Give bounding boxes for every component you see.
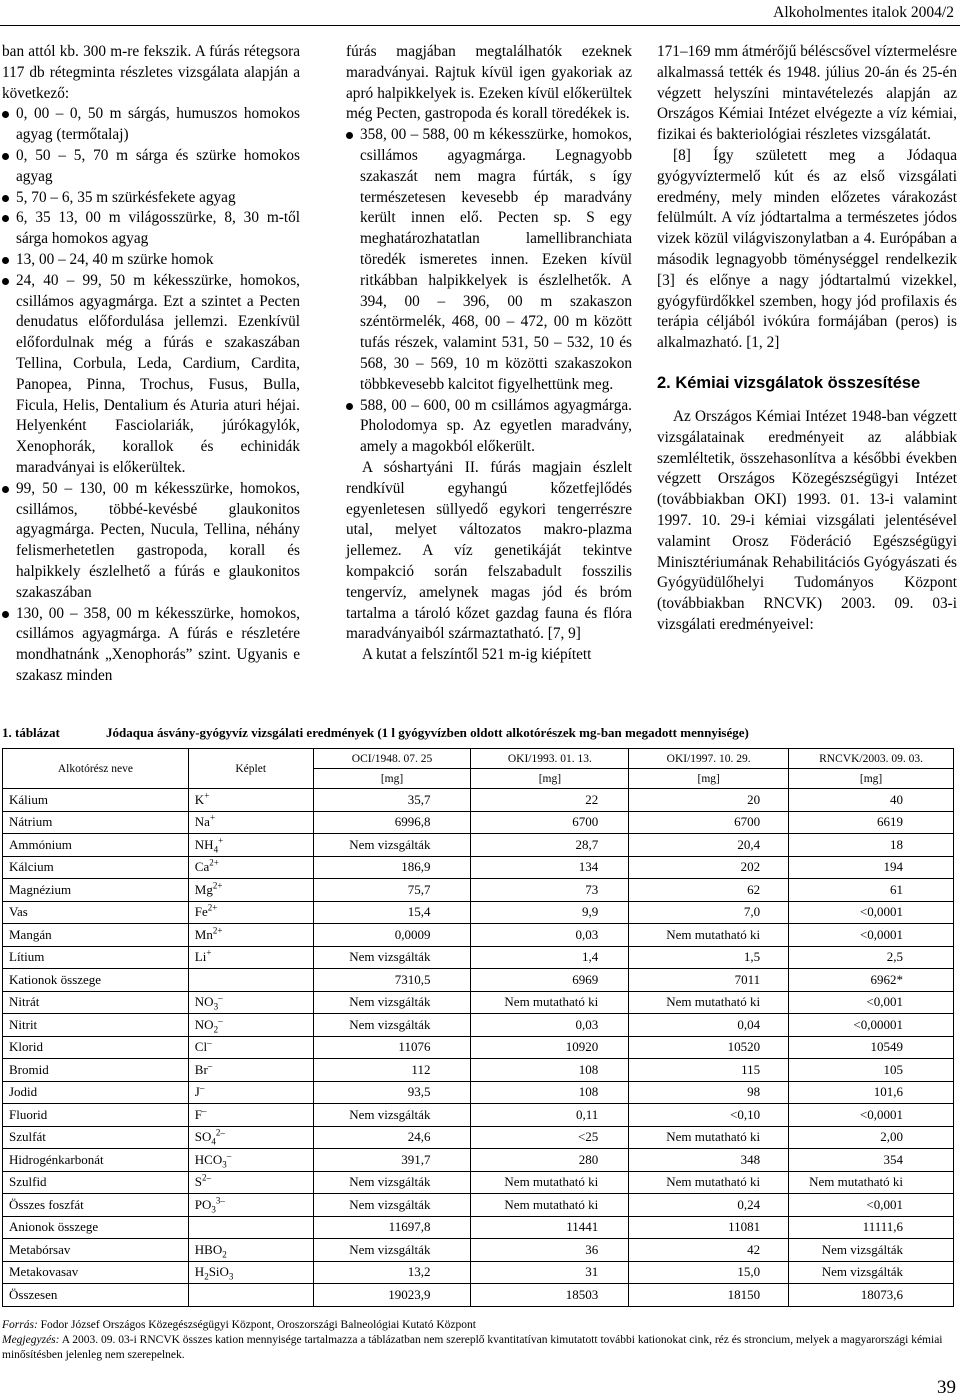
chemical-formula <box>188 991 313 1014</box>
text-column-1 <box>2 42 300 687</box>
measurement-value: Nem vizsgálták <box>313 991 471 1014</box>
table-body <box>3 789 954 1307</box>
table-row <box>3 789 954 812</box>
chemical-formula <box>188 1239 313 1262</box>
table-row <box>3 1194 954 1217</box>
table-row <box>3 1171 954 1194</box>
measurement-value: <0,001 <box>789 991 954 1014</box>
source-line <box>2 1318 952 1333</box>
measurement-value: 7310,5 <box>313 969 471 992</box>
col2-paragraph-1: A sóshartyáni II. fúrás magjain észlelt rendkívül egyhangú kőzetfejlődés egyenletesen süllyedő egykori tengerrészre utal, melyet változatos makro-plazma jellemez. A víz genetikáját tekintve kompakció során felszabadult fosszilis tengervíz, amelynek magas jód és bróm tartalma a tároló kőzet gazdag fauna és flóra maradványaiból származtatható. [7, 9] <box>346 458 632 643</box>
measurement-value: 112 <box>313 1059 471 1082</box>
formula-part: 2 <box>222 1249 227 1260</box>
chemical-formula <box>188 1014 313 1037</box>
list-item: 130, 00 – 358, 00 m kékesszürke, homokos, csillámos agyagmárga. A fúrás e részletére mondhatnánk „Xenophorás” szint. Ugyanis e szakasz minden <box>2 604 300 687</box>
chemical-formula <box>188 834 313 857</box>
list-item: 24, 40 – 99, 50 m kékesszürke, homokos, csillámos agyagmárga. Ezt a szintet a Pecten denudatus előfordulása jellemzi. Ezenkívül előfordulnak még a fúrás e szakaszában Tellina, Corbula, Leda, Cardium, Cardita, Panopea, Pinna, Trochus, Fusus, Bulla, Ficula, Helis, Dentalium és Aturia aturi héjai. Helyenként Fasciolariák, júrókagylók, Xenophorák, korallok és echinidák maradványai is előkerültek. <box>2 271 300 479</box>
measurement-value: 28,7 <box>471 834 629 857</box>
measurement-value: 11076 <box>313 1036 471 1059</box>
list-item: 0, 50 – 5, 70 m sárga és szürke homokos agyag <box>2 146 300 188</box>
measurement-value: 6700 <box>629 811 789 834</box>
chemical-formula <box>188 946 313 969</box>
formula-part: Na <box>194 814 210 830</box>
table-row <box>3 1081 954 1104</box>
col2-paragraph-2: A kutat a felszíntől 521 m-ig kiépített <box>362 646 592 664</box>
measurement-value: 73 <box>471 879 629 902</box>
measurement-value: 0,24 <box>629 1194 789 1217</box>
formula-part: – <box>207 1037 212 1048</box>
formula-part: NO <box>194 1016 214 1032</box>
formula-part: – <box>226 1150 232 1161</box>
component-name: Kálcium <box>3 856 189 879</box>
layer-list <box>2 104 300 686</box>
page-number: 39 <box>937 1377 956 1398</box>
measurement-value: 24,6 <box>313 1126 471 1149</box>
formula-part: HCO <box>194 1151 223 1167</box>
list-item: 6, 35 13, 00 m világosszürke, 8, 30 m-től sárga homokos agyag <box>2 208 300 250</box>
measurement-value: 0,03 <box>471 924 629 947</box>
formula-part: 3 <box>222 1159 227 1170</box>
col1-intro: ban attól kb. 300 m-re fekszik. A fúrás rétegsora 117 db rétegminta részletes vizsgálata alapján a következő: <box>2 43 300 102</box>
formula-part: SO <box>194 1129 212 1145</box>
table-row <box>3 1036 954 1059</box>
component-name: Összes foszfát <box>3 1194 189 1217</box>
formula-part: + <box>209 812 216 823</box>
component-name: Szulfid <box>3 1171 189 1194</box>
results-table <box>2 748 954 1307</box>
formula-part: Cl <box>194 1039 208 1055</box>
measurement-value: <0,001 <box>789 1194 954 1217</box>
measurement-value: Nem mutatható ki <box>629 924 789 947</box>
measurement-value: 11081 <box>629 1216 789 1239</box>
chemical-formula <box>188 811 313 834</box>
formula-part: 3– <box>215 1195 225 1206</box>
measurement-value: 348 <box>629 1149 789 1172</box>
formula-part: Br <box>194 1061 208 1077</box>
col-header-unit: [mg] <box>471 769 629 789</box>
table-row <box>3 1149 954 1172</box>
col-header-source: OKI/1993. 01. 13. <box>471 749 629 769</box>
component-name: Nitrit <box>3 1014 189 1037</box>
col2-continuation: fúrás magjában megtalálhatók ezeknek maradványai. Rajtuk kívül igen gyakoriak az apró halpikkelyek is. Ezeken kívül előkerültek még Pecten, gastropoda és korall töredékek is. <box>346 43 632 123</box>
formula-part: – <box>218 1015 223 1026</box>
list-item: 5, 70 – 6, 35 m szürkésfekete agyag <box>2 188 300 209</box>
source-label: Forrás: <box>2 1319 38 1331</box>
component-name: Metakovasav <box>3 1261 189 1284</box>
formula-part: K <box>194 791 205 807</box>
chemical-formula <box>188 1284 313 1307</box>
table-row <box>3 811 954 834</box>
component-name: Nátrium <box>3 811 189 834</box>
measurement-value: <0,0001 <box>789 924 954 947</box>
measurement-value: Nem vizsgálták <box>789 1239 954 1262</box>
col-header-source: RNCVK/2003. 09. 03. <box>789 749 954 769</box>
formula-part: 2– <box>202 1172 212 1183</box>
measurement-value: 10549 <box>789 1036 954 1059</box>
component-name: Nitrát <box>3 991 189 1014</box>
measurement-value: <0,0001 <box>789 1104 954 1127</box>
measurement-value: 93,5 <box>313 1081 471 1104</box>
measurement-value: 0,0009 <box>313 924 471 947</box>
measurement-value: 31 <box>471 1261 629 1284</box>
formula-part: + <box>218 835 224 846</box>
formula-part: 3 <box>228 1271 234 1282</box>
measurement-value: 6700 <box>471 811 629 834</box>
measurement-value: 115 <box>629 1059 789 1082</box>
col3-paragraph-1: 171–169 mm átmérőjű béléscsővel víztermelésre alkalmassá tették és 1948. július 20-án és 25-én végzett helyszíni mintavételezés alapján az Országos Kémiai Intézet elvégezte a víz kémiai, fizikai és bakteriológiai részletes vizsgálatát. <box>657 43 957 144</box>
component-name: Magnézium <box>3 879 189 902</box>
measurement-value: 186,9 <box>313 856 471 879</box>
chemical-formula <box>188 969 313 992</box>
measurement-value: 20 <box>629 789 789 812</box>
table-row <box>3 924 954 947</box>
component-name: Hidrogénkarbonát <box>3 1149 189 1172</box>
measurement-value: 18150 <box>629 1284 789 1307</box>
measurement-value: 0,11 <box>471 1104 629 1127</box>
table-title: Jódaqua ásvány-gyógyvíz vizsgálati eredmények (1 l gyógyvízben oldott alkotórészek mg-ban megadott mennyisége) <box>106 725 749 740</box>
formula-part: F <box>194 1106 203 1122</box>
measurement-value: 18 <box>789 834 954 857</box>
measurement-value: Nem vizsgálták <box>313 1171 471 1194</box>
list-item: 99, 50 – 130, 00 m kékesszürke, homokos, csillámos, többé-kevésbé glaukonitos agyagmárga. Pecten, Nucula, Tellina, néhány felismerhetetlen gastropoda, korall és halpikkely észlelhető a fúrás e glaukonitos szakaszában <box>2 479 300 604</box>
source-text: Fodor József Országos Közegészségügyi Központ, Oroszországi Balneológiai Kutató Központ <box>40 1319 476 1331</box>
measurement-value: 18073,6 <box>789 1284 954 1307</box>
measurement-value: Nem mutatható ki <box>471 1194 629 1217</box>
measurement-value: 35,7 <box>313 789 471 812</box>
measurement-value: Nem vizsgálták <box>313 946 471 969</box>
text-column-2 <box>346 42 632 666</box>
chemical-formula <box>188 1261 313 1284</box>
list-item: 0, 00 – 0, 50 m sárgás, humuszos homokos agyag (termőtalaj) <box>2 104 300 146</box>
formula-part: 2+ <box>207 902 218 913</box>
formula-part: NO <box>194 994 214 1010</box>
measurement-value: 61 <box>789 879 954 902</box>
measurement-value: Nem mutatható ki <box>789 1171 954 1194</box>
formula-part: 4 <box>211 1136 216 1147</box>
measurement-value: 11111,6 <box>789 1216 954 1239</box>
measurement-value: 9,9 <box>471 901 629 924</box>
col-header-name: Alkotórész neve <box>3 749 189 789</box>
measurement-value: 391,7 <box>313 1149 471 1172</box>
chemical-formula <box>188 1081 313 1104</box>
table-row <box>3 834 954 857</box>
measurement-value: 6619 <box>789 811 954 834</box>
table-row <box>3 991 954 1014</box>
measurement-value: 354 <box>789 1149 954 1172</box>
measurement-value: <0,0001 <box>789 901 954 924</box>
formula-part: SiO <box>208 1264 229 1280</box>
chemical-formula <box>188 1194 313 1217</box>
formula-part: – <box>207 1060 213 1071</box>
col-header-unit: [mg] <box>629 769 789 789</box>
measurement-value: 13,2 <box>313 1261 471 1284</box>
chemical-formula <box>188 1126 313 1149</box>
measurement-value: Nem mutatható ki <box>629 1126 789 1149</box>
measurement-value: 15,0 <box>629 1261 789 1284</box>
layer-list-continued <box>346 125 632 458</box>
formula-part: – <box>218 992 223 1003</box>
formula-part: NH <box>194 836 214 852</box>
measurement-value: 40 <box>789 789 954 812</box>
measurement-value: 108 <box>471 1059 629 1082</box>
measurement-value: Nem vizsgálták <box>313 1104 471 1127</box>
table-row <box>3 1216 954 1239</box>
formula-part: 4 <box>213 844 219 855</box>
measurement-value: 62 <box>629 879 789 902</box>
formula-part: HBO <box>194 1241 223 1257</box>
table-row <box>3 1239 954 1262</box>
chemical-formula <box>188 1171 313 1194</box>
formula-part: 2+ <box>209 857 219 868</box>
measurement-value: 7,0 <box>629 901 789 924</box>
measurement-value: 2,00 <box>789 1126 954 1149</box>
formula-part: – <box>202 1105 207 1116</box>
measurement-value: 202 <box>629 856 789 879</box>
measurement-value: 15,4 <box>313 901 471 924</box>
table-row <box>3 879 954 902</box>
col3-paragraph-3: Az Országos Kémiai Intézet 1948-ban végzett vizsgálatainak eredményeit az alábbiak szemléltetik, összehasonlítva a későbbi években végzett Országos Közegészségügyi Intézet (továbbiakban OKI) 1993. 01. 13-i valamint 1997. 10. 29-i kémiai vizsgálati jelentésével valamint Orosz Föderáció Egészségügyi Minisztériumának Rehabilitációs Gyógyászati és Gyógyüdülőhelyi Tudományos Központ (továbbiakban RNCVK) 2003. 09. 03-i vizsgálati eredményeivel: <box>657 407 957 633</box>
component-name: Kationok összege <box>3 969 189 992</box>
measurement-value: 280 <box>471 1149 629 1172</box>
table-row <box>3 1284 954 1307</box>
measurement-value: 194 <box>789 856 954 879</box>
chemical-formula <box>188 1036 313 1059</box>
table-row <box>3 1126 954 1149</box>
chemical-formula <box>188 856 313 879</box>
col-header-unit: [mg] <box>789 769 954 789</box>
measurement-value: Nem mutatható ki <box>471 991 629 1014</box>
formula-part: + <box>206 947 212 958</box>
formula-part: 2 <box>213 1024 219 1035</box>
measurement-value: <25 <box>471 1126 629 1149</box>
measurement-value: 11697,8 <box>313 1216 471 1239</box>
measurement-value: 19023,9 <box>313 1284 471 1307</box>
formula-part: 2 <box>204 1271 209 1282</box>
formula-part: + <box>204 790 210 801</box>
measurement-value: 11441 <box>471 1216 629 1239</box>
formula-part: 2+ <box>212 925 223 936</box>
formula-part: Fe <box>194 904 208 920</box>
table-row <box>3 1104 954 1127</box>
component-name: Összesen <box>3 1284 189 1307</box>
component-name: Fluorid <box>3 1104 189 1127</box>
measurement-value: 0,03 <box>471 1014 629 1037</box>
formula-part: – <box>199 1082 205 1093</box>
text-column-3 <box>657 42 957 636</box>
measurement-value: Nem mutatható ki <box>629 1171 789 1194</box>
measurement-value: 10520 <box>629 1036 789 1059</box>
formula-part: S <box>194 1174 203 1190</box>
table-label: 1. táblázat <box>2 725 60 740</box>
measurement-value: 2,5 <box>789 946 954 969</box>
chemical-formula <box>188 901 313 924</box>
formula-part: J <box>194 1084 200 1100</box>
table-row <box>3 856 954 879</box>
col3-paragraph-2: [8] Így született meg a Jódaqua gyógyvíztermelő kút és az első vizsgálati eredmény, mely minden előzetes várakozást felülmúlt. A víz jódtartalma a természetes jódos vizek közül világviszonylatban a 4. Európában a második legnagyobb töménységgel rendelkezik [3] és előnye a nagy jódtartalmú vizekkel, gyógyfürdőkkel szemben, hogy jód profilaxis és terápia céljából ivókúra formájában (peros) is alkalmazható. [1, 2] <box>657 146 957 352</box>
list-item: 358, 00 – 588, 00 m kékesszürke, homokos, csillámos agyagmárga. Legnagyobb szakaszát nem magra fúrták, s így természetesen kevesebb ép maradvány került innen elő. Pecten sp. S egy meghatározhatatlan lamellibranchiata töredék ismeretes innen. Ezeken kívül ritkábban halpikkelyek is észlelhetők. A 394, 00 – 396, 00 m szakaszon széntörmelék, 468, 00 – 472, 00 m között tufás részek, valamint 531, 50 – 532, 10 és 568, 30 – 569, 10 m közötti szakaszokon többkevesebb kalcitot figyelhettünk meg. <box>346 125 632 395</box>
note-text: A 2003. 09. 03-i RNCVK összes kation mennyisége tartalmazza a táblázatban nem szereplő kvantitatívan kimutatott további kationokat cink, réz és stroncium, melyek a magyarországi kémiai minősítésben jelenleg nem szerepelnek. <box>2 1334 943 1361</box>
component-name: Lítium <box>3 946 189 969</box>
note-label: Megjegyzés: <box>2 1334 60 1346</box>
chemical-formula <box>188 1104 313 1127</box>
component-name: Anionok összege <box>3 1216 189 1239</box>
formula-part: 3 <box>211 1204 216 1215</box>
measurement-value: <0,10 <box>629 1104 789 1127</box>
chemical-formula <box>188 1149 313 1172</box>
measurement-value: 6996,8 <box>313 811 471 834</box>
measurement-value: Nem vizsgálták <box>313 1194 471 1217</box>
measurement-value: 20,4 <box>629 834 789 857</box>
measurement-value: Nem mutatható ki <box>471 1171 629 1194</box>
measurement-value: 42 <box>629 1239 789 1262</box>
measurement-value: Nem vizsgálták <box>313 1239 471 1262</box>
component-name: Jodid <box>3 1081 189 1104</box>
section-heading: 2. Kémiai vizsgálatok összesítése <box>657 373 921 392</box>
measurement-value: <0,00001 <box>789 1014 954 1037</box>
table-row <box>3 1059 954 1082</box>
measurement-value: 105 <box>789 1059 954 1082</box>
formula-part: 2+ <box>212 880 223 891</box>
table-row <box>3 901 954 924</box>
component-name: Kálium <box>3 789 189 812</box>
note-line <box>2 1333 952 1363</box>
table-row <box>3 1261 954 1284</box>
col-header-source: OCI/1948. 07. 25 <box>313 749 471 769</box>
measurement-value: 10920 <box>471 1036 629 1059</box>
chemical-formula <box>188 924 313 947</box>
col-header-source: OKI/1997. 10. 29. <box>629 749 789 769</box>
measurement-value: 6962* <box>789 969 954 992</box>
measurement-value: 22 <box>471 789 629 812</box>
table-row <box>3 1014 954 1037</box>
formula-part: H <box>194 1264 205 1280</box>
measurement-value: 6969 <box>471 969 629 992</box>
chemical-formula <box>188 879 313 902</box>
measurement-value: 0,04 <box>629 1014 789 1037</box>
measurement-value: Nem mutatható ki <box>629 991 789 1014</box>
col-header-unit: [mg] <box>313 769 471 789</box>
table-row <box>3 946 954 969</box>
measurement-value: 1,4 <box>471 946 629 969</box>
measurement-value: Nem vizsgálták <box>789 1261 954 1284</box>
list-item: 13, 00 – 24, 40 m szürke homok <box>2 250 300 271</box>
component-name: Metabórsav <box>3 1239 189 1262</box>
component-name: Mangán <box>3 924 189 947</box>
component-name: Szulfát <box>3 1126 189 1149</box>
component-name: Vas <box>3 901 189 924</box>
measurement-value: 36 <box>471 1239 629 1262</box>
header-rule <box>0 25 960 26</box>
measurement-value: 101,6 <box>789 1081 954 1104</box>
component-name: Bromid <box>3 1059 189 1082</box>
measurement-value: Nem vizsgálták <box>313 834 471 857</box>
col-header-formula: Képlet <box>188 749 313 789</box>
list-item: 588, 00 – 600, 00 m csillámos agyagmárga. Pholodomya sp. Az egyetlen maradvány, amely a magokból előkerült. <box>346 396 632 458</box>
formula-part: 3 <box>213 1001 219 1012</box>
measurement-value: 1,5 <box>629 946 789 969</box>
measurement-value: 98 <box>629 1081 789 1104</box>
chemical-formula <box>188 1059 313 1082</box>
component-name: Klorid <box>3 1036 189 1059</box>
chemical-formula <box>188 1216 313 1239</box>
formula-part: 2– <box>215 1127 225 1138</box>
measurement-value: 108 <box>471 1081 629 1104</box>
chemical-formula <box>188 789 313 812</box>
formula-part: PO <box>194 1196 212 1212</box>
formula-part: Li <box>194 949 207 965</box>
measurement-value: 7011 <box>629 969 789 992</box>
formula-part: Mg <box>194 881 213 897</box>
measurement-value: Nem vizsgálták <box>313 1014 471 1037</box>
component-name: Ammónium <box>3 834 189 857</box>
measurement-value: 75,7 <box>313 879 471 902</box>
measurement-value: 18503 <box>471 1284 629 1307</box>
formula-part: Mn <box>194 926 213 942</box>
table-footnotes <box>2 1318 952 1363</box>
formula-part: Ca <box>194 859 210 875</box>
measurement-value: 134 <box>471 856 629 879</box>
table-row <box>3 969 954 992</box>
running-header: Alkoholmentes italok 2004/2 <box>773 4 954 21</box>
